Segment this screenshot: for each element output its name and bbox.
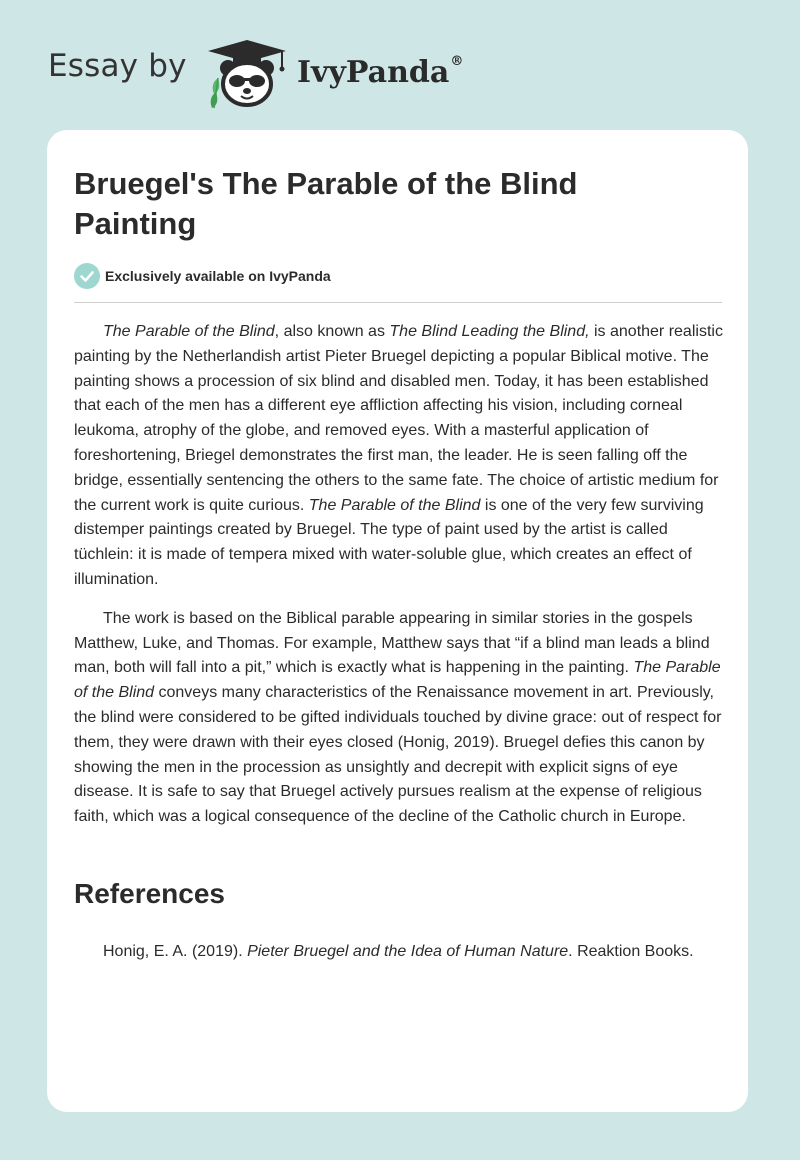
text-run: The work is based on the Biblical parable appearing in similar stories in the gospels Matthew, Luke, and Thomas. For example, Matthew says that “if a blind man leads a blind man, both will fall into a pit,” which is exactly what is happening in the painting.	[74, 609, 710, 677]
text-run: Honig, E. A. (2019).	[103, 943, 248, 960]
italic-text: The Parable of the Blind	[308, 496, 481, 514]
brand-name[interactable]: IvyPanda®	[297, 54, 464, 90]
page-title: Bruegel's The Parable of the Blind Painting	[74, 166, 578, 241]
italic-text: The Parable of the Blind	[103, 323, 275, 340]
ivypanda-logo-icon[interactable]	[202, 34, 292, 110]
reference-item	[103, 940, 723, 964]
paragraph	[74, 320, 724, 593]
essay-by-label: Essay by	[48, 48, 187, 84]
checkmark-icon	[74, 263, 100, 289]
italic-text: Pieter Bruegel and the Idea of Human Nature	[247, 943, 569, 960]
registered-mark: ®	[450, 54, 464, 69]
text-run: . Reaktion Books.	[568, 943, 694, 960]
text-run: is another realistic painting by the Netherlandish artist Pieter Bruegel depicting a popular Biblical motive. The painting shows a procession of six blind and disabled men. Today, it has been established that each of the men has a different eye affliction affecting his vision, including corneal leukoma, atrophy of the globe, and removed eyes. With a masterful application of foreshortening, Briegel demonstrates the first man, the leader. He is seen falling off the bridge, essentially sentencing the others to the same fate. The choice of artistic medium for the current work is quite curious.	[74, 323, 723, 514]
paragraph	[74, 607, 724, 830]
divider	[74, 302, 722, 303]
badge-text: Exclusively available on IvyPanda	[105, 268, 331, 284]
text-run: conveys many characteristics of the Renaissance movement in art. Previously, the blind were considered to be gifted individuals touched by divine grace: out of respect for them, they were drawn with their eyes closed (Honig, 2019). Bruegel defies this canon by showing the men in the procession as unsightly and decrepit with explicit signs of eye disease. It is safe to say that Bruegel actively pursues realism at the expense of religious faith, which was a logical consequence of the decline of the Catholic church in Europe.	[74, 684, 722, 826]
italic-text: The Parable of the Blind	[74, 659, 721, 702]
site-header	[48, 34, 648, 114]
text-run: , also known as	[274, 323, 390, 340]
essay-body	[74, 320, 724, 844]
references-heading: References	[74, 878, 225, 909]
italic-text: The Blind Leading the Blind,	[389, 323, 590, 340]
essay-card	[47, 130, 748, 1112]
text-run: is one of the very few surviving distemper paintings created by Bruegel. The type of paint used by the artist is called tüchlein: it is made of tempera mixed with water-soluble glue, which creates an effect of illumination.	[74, 496, 704, 588]
exclusive-badge	[74, 263, 574, 289]
